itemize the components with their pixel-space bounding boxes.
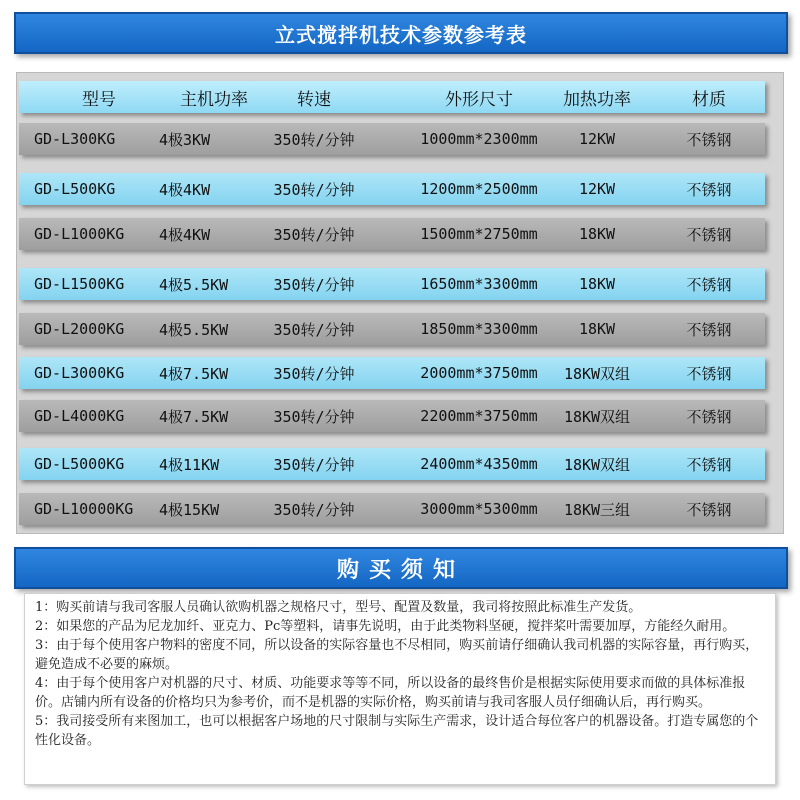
notice-line: 3：由于每个使用客户物料的密度不同，所以设备的实际容量也不尽相同，购买前请仔细确认我司机器的实际容量，再行购买，避免造成不必要的麻烦。 <box>35 638 759 672</box>
cell-material: 不锈钢 <box>686 407 732 426</box>
cell-speed: 350转/分钟 <box>273 225 355 244</box>
cell-material: 不锈钢 <box>686 180 732 199</box>
cell-power: 4极4KW <box>159 180 211 199</box>
cell-power: 4极7.5KW <box>159 407 229 426</box>
table-row <box>19 493 765 525</box>
table-row <box>19 173 765 205</box>
header-power: 主机功率 <box>180 89 248 110</box>
cell-size: 2200mm*3750mm <box>420 407 538 425</box>
table-row <box>19 357 765 389</box>
cell-material: 不锈钢 <box>686 225 732 244</box>
cell-speed: 350转/分钟 <box>273 130 355 149</box>
table-row <box>19 448 765 480</box>
cell-size: 1500mm*2750mm <box>420 225 538 243</box>
table-row <box>19 313 765 345</box>
cell-model: GD-L4000KG <box>34 407 125 425</box>
table-row <box>19 218 765 250</box>
cell-power: 4极11KW <box>159 455 220 474</box>
notice-content <box>24 593 776 785</box>
cell-heat: 18KW三组 <box>563 500 631 519</box>
cell-speed: 350转/分钟 <box>273 275 355 294</box>
cell-model: GD-L1000KG <box>34 225 125 243</box>
cell-size: 1850mm*3300mm <box>420 320 538 338</box>
cell-size: 1200mm*2500mm <box>420 180 538 198</box>
notice-line: 5：我司接受所有来图加工，也可以根据客户场地的尺寸限制与实际生产需求，设计适合每位客户的机器设备。打造专属您的个性化设备。 <box>35 714 759 748</box>
cell-speed: 350转/分钟 <box>273 455 355 474</box>
cell-size: 1650mm*3300mm <box>420 275 538 293</box>
cell-material: 不锈钢 <box>686 320 732 339</box>
spec-table <box>16 72 784 534</box>
cell-size: 2400mm*4350mm <box>420 455 538 473</box>
table-header-row <box>19 81 765 113</box>
cell-heat: 12KW <box>578 130 616 148</box>
cell-model: GD-L5000KG <box>34 455 125 473</box>
cell-speed: 350转/分钟 <box>273 180 355 199</box>
cell-model: GD-L3000KG <box>34 364 125 382</box>
cell-material: 不锈钢 <box>686 275 732 294</box>
cell-model: GD-L2000KG <box>34 320 125 338</box>
notice-line: 1：购买前请与我司客服人员确认欲购机器之规格尺寸，型号、配置及数量，我司将按照此标准生产发货。 <box>35 600 642 615</box>
cell-speed: 350转/分钟 <box>273 407 355 426</box>
cell-speed: 350转/分钟 <box>273 364 355 383</box>
header-heat: 加热功率 <box>563 89 631 110</box>
cell-model: GD-L10000KG <box>34 500 134 518</box>
notice-line: 2：如果您的产品为尼龙加纤、亚克力、Pc等塑料，请事先说明，由于此类物料坚硬，搅拌桨叶需要加厚，方能经久耐用。 <box>35 619 736 634</box>
notice-heading: 购买须知 <box>14 547 788 589</box>
cell-power: 4极15KW <box>159 500 220 519</box>
cell-power: 4极3KW <box>159 130 211 149</box>
header-speed: 转速 <box>297 89 331 110</box>
table-row <box>19 268 765 300</box>
cell-speed: 350转/分钟 <box>273 500 355 519</box>
cell-speed: 350转/分钟 <box>273 320 355 339</box>
table-row <box>19 123 765 155</box>
header-model: 型号 <box>82 89 116 110</box>
cell-heat: 18KW双组 <box>563 455 631 474</box>
cell-heat: 12KW <box>578 180 616 198</box>
cell-heat: 18KW <box>578 275 616 293</box>
cell-power: 4极4KW <box>159 225 211 244</box>
cell-heat: 18KW双组 <box>563 364 631 383</box>
cell-heat: 18KW双组 <box>563 407 631 426</box>
header-material: 材质 <box>692 89 726 110</box>
cell-size: 2000mm*3750mm <box>420 364 538 382</box>
cell-material: 不锈钢 <box>686 500 732 519</box>
cell-model: GD-L1500KG <box>34 275 125 293</box>
cell-power: 4极7.5KW <box>159 364 229 383</box>
cell-heat: 18KW <box>578 225 616 243</box>
cell-size: 1000mm*2300mm <box>420 130 538 148</box>
cell-model: GD-L300KG <box>34 130 116 148</box>
header-size: 外形尺寸 <box>445 89 513 110</box>
cell-model: GD-L500KG <box>34 180 116 198</box>
table-row <box>19 400 765 432</box>
cell-power: 4极5.5KW <box>159 275 229 294</box>
cell-material: 不锈钢 <box>686 455 732 474</box>
cell-size: 3000mm*5300mm <box>420 500 538 518</box>
cell-heat: 18KW <box>578 320 616 338</box>
page-title: 立式搅拌机技术参数参考表 <box>14 12 788 54</box>
notice-line: 4：由于每个使用客户对机器的尺寸、材质、功能要求等等不同，所以设备的最终售价是根据实际使用要求而做的具体标准报价。店铺内所有设备的价格均只为参考价，而不是机器的实际价格，购买前请与我司客服人员仔细确认后，再行购买。 <box>35 676 746 710</box>
cell-material: 不锈钢 <box>686 130 732 149</box>
cell-material: 不锈钢 <box>686 364 732 383</box>
cell-power: 4极5.5KW <box>159 320 229 339</box>
